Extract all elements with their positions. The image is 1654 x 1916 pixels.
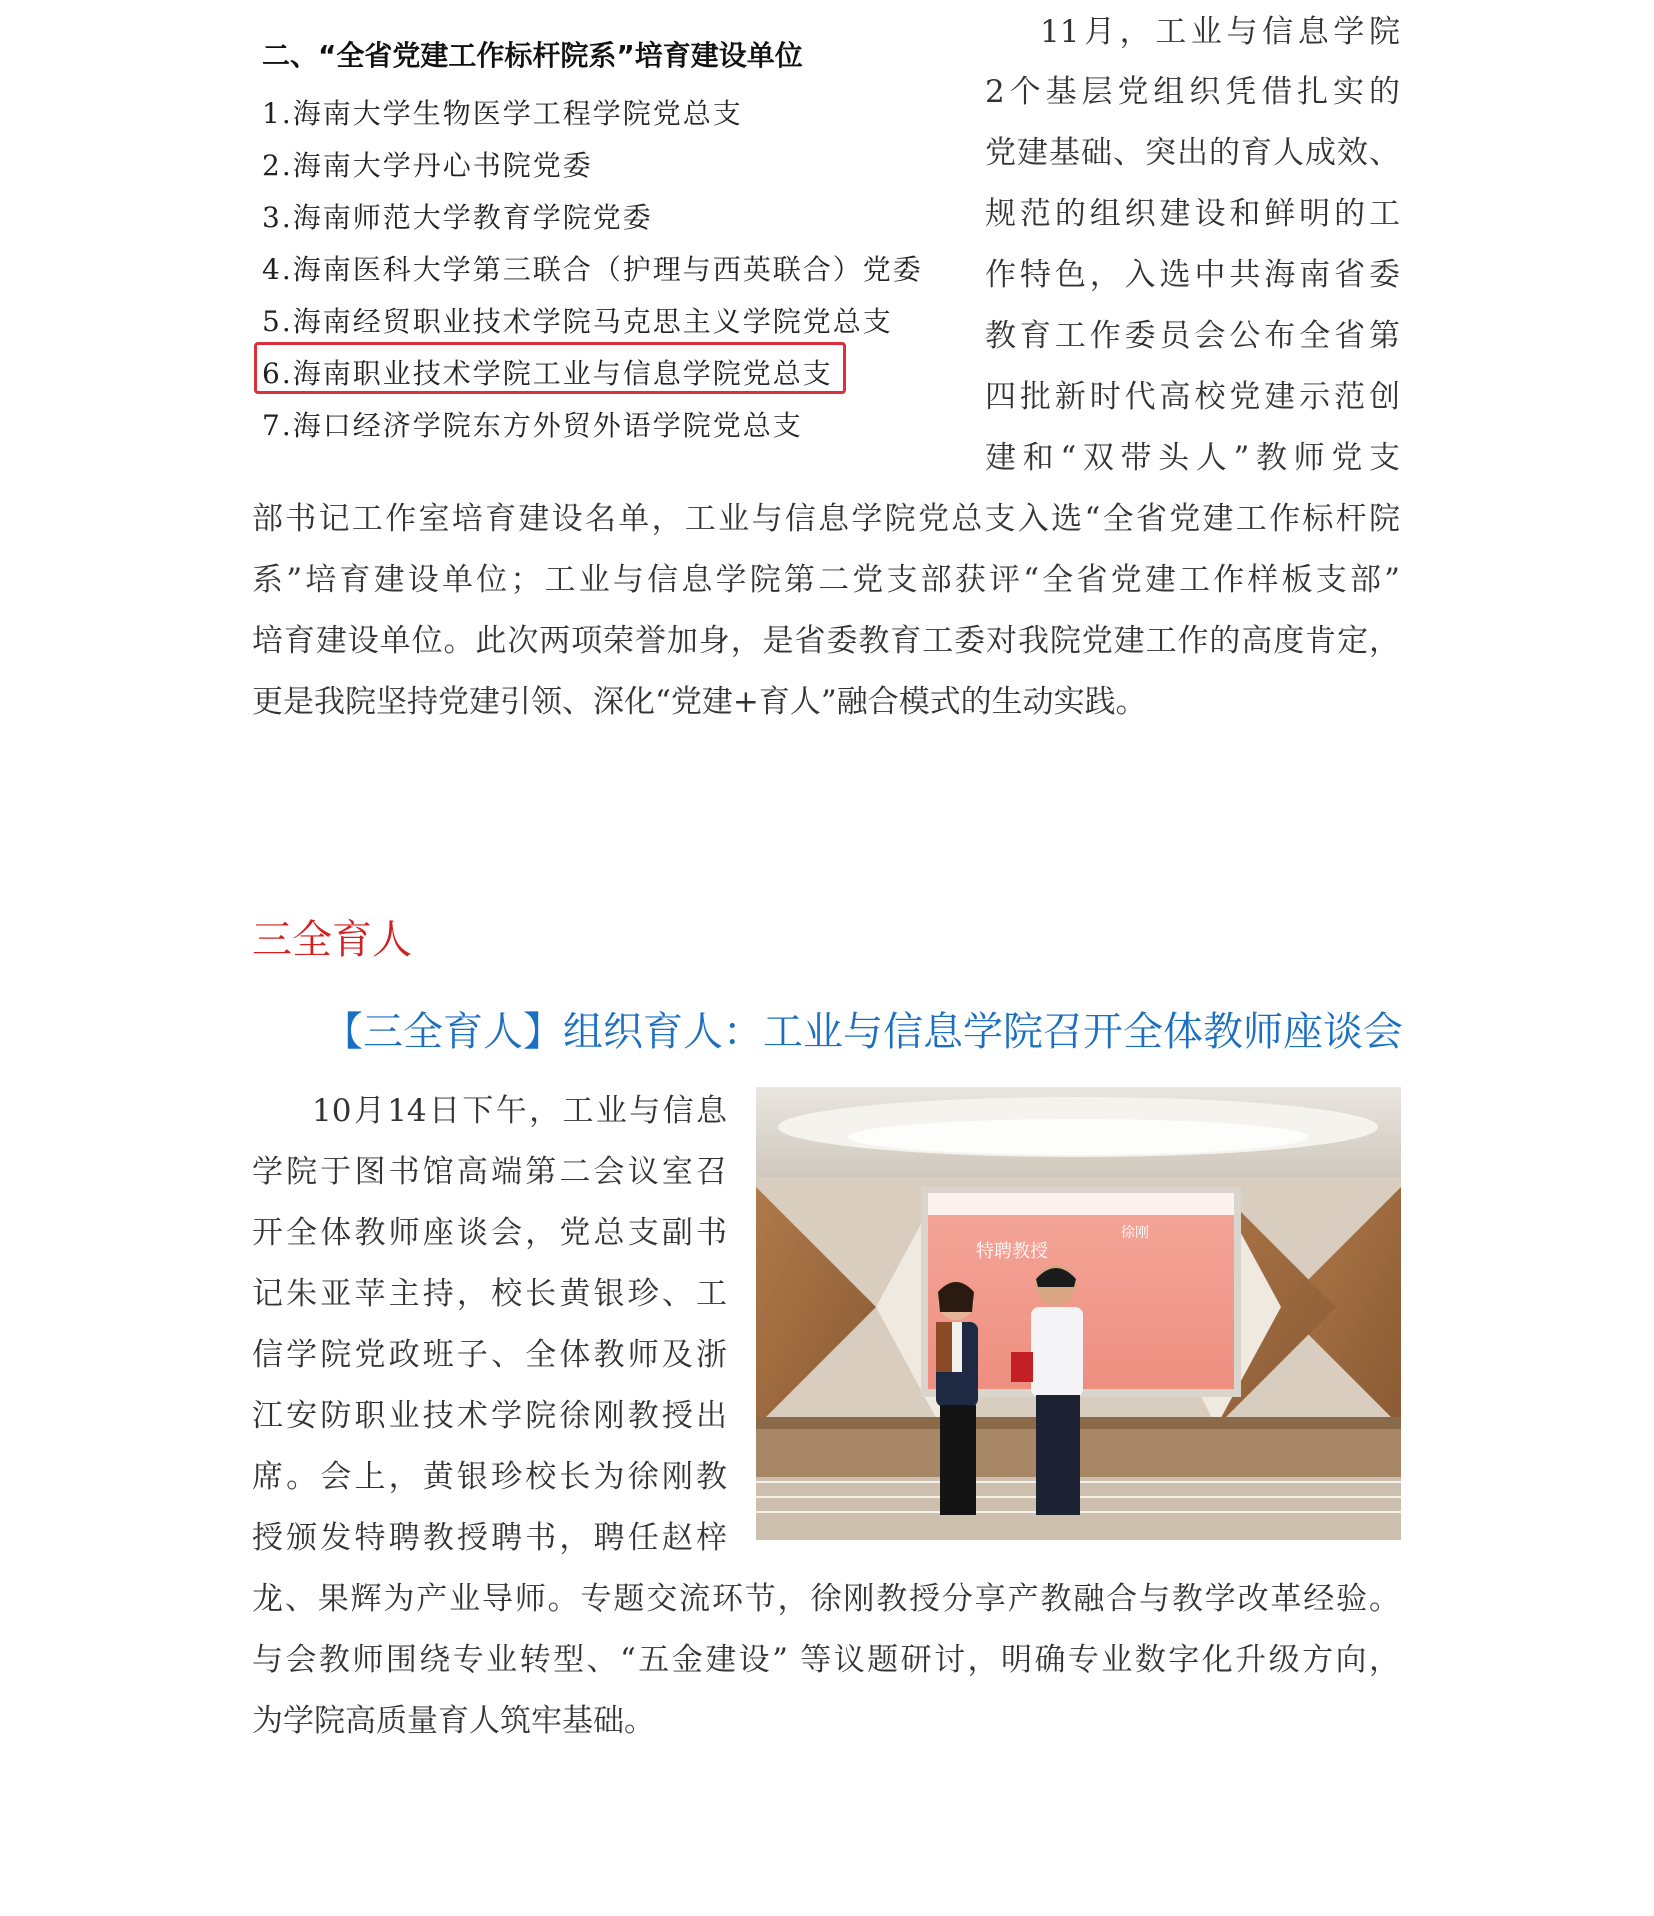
paragraph-line: 信学院党政班子、全体教师及浙 [252, 1337, 727, 1373]
honor-list-image [250, 14, 950, 454]
paragraph-line: 龙、果辉为产业导师。专题交流环节，徐刚教授分享产教融合与教学改革经验。 [252, 1581, 1400, 1617]
paragraph-line: 规范的组织建设和鲜明的工 [985, 196, 1400, 232]
list-heading: 二、“全省党建工作标杆院系”培育建设单位 [262, 39, 803, 72]
screen-name: 徐刚 [1121, 1225, 1149, 1241]
paragraph-line: 部书记工作室培育建设名单，工业与信息学院党总支入选“全省党建工作标杆院 [252, 501, 1400, 537]
list-item: 5.海南经贸职业技术学院马克思主义学院党总支 [262, 305, 893, 338]
list-item: 2.海南大学丹心书院党委 [262, 149, 593, 182]
section-title: 三全育人 [252, 917, 412, 963]
paragraph-line: 11月，工业与信息学院 [1040, 14, 1400, 50]
paragraph-line: 系”培育建设单位；工业与信息学院第二党支部获评“全省党建工作样板支部” [252, 562, 1400, 598]
event-photo [756, 1087, 1401, 1540]
list-item: 1.海南大学生物医学工程学院党总支 [262, 97, 743, 130]
paragraph-line: 席。会上，黄银珍校长为徐刚教 [252, 1459, 727, 1495]
paragraph-line: 记朱亚苹主持，校长黄银珍、工 [252, 1276, 727, 1312]
paragraph-line: 开全体教师座谈会，党总支副书 [252, 1215, 727, 1251]
highlight-box [254, 342, 846, 394]
paragraph-line: 10月14日下午，工业与信息 [312, 1093, 727, 1129]
list-item: 7.海口经济学院东方外贸外语学院党总支 [262, 409, 803, 442]
paragraph-line: 作特色，入选中共海南省委 [985, 257, 1400, 293]
paragraph-line: 学院于图书馆高端第二会议室召 [252, 1154, 727, 1190]
paragraph-line: 2个基层党组织凭借扎实的 [985, 74, 1400, 110]
paragraph-line: 培育建设单位。此次两项荣誉加身，是省委教育工委对我院党建工作的高度肯定， [252, 623, 1400, 659]
screen-title: 特聘教授 [976, 1241, 1048, 1262]
paragraph-line: 为学院高质量育人筑牢基础。 [252, 1703, 655, 1739]
paragraph-line: 江安防职业技术学院徐刚教授出 [252, 1398, 727, 1434]
paragraph-line: 教育工作委员会公布全省第 [985, 318, 1400, 354]
paragraph-line: 与会教师围绕专业转型、“五金建设” 等议题研讨，明确专业数字化升级方向， [252, 1642, 1400, 1678]
paragraph-line: 建和“双带头人”教师党支 [985, 440, 1400, 476]
paragraph-line: 授颁发特聘教授聘书，聘任赵梓 [252, 1520, 727, 1556]
article-title: 【三全育人】组织育人：工业与信息学院召开全体教师座谈会 [323, 1009, 1403, 1055]
list-item: 4.海南医科大学第三联合（护理与西英联合）党委 [262, 253, 923, 286]
event-photo-illustration [756, 1087, 1401, 1540]
paragraph-line: 更是我院坚持党建引领、深化“党建+育人”融合模式的生动实践。 [252, 684, 1147, 720]
list-item-highlighted: 6.海南职业技术学院工业与信息学院党总支 [262, 357, 833, 390]
paragraph-line: 四批新时代高校党建示范创 [985, 379, 1400, 415]
paragraph-line: 党建基础、突出的育人成效、 [985, 135, 1400, 171]
list-item: 3.海南师范大学教育学院党委 [262, 201, 653, 234]
